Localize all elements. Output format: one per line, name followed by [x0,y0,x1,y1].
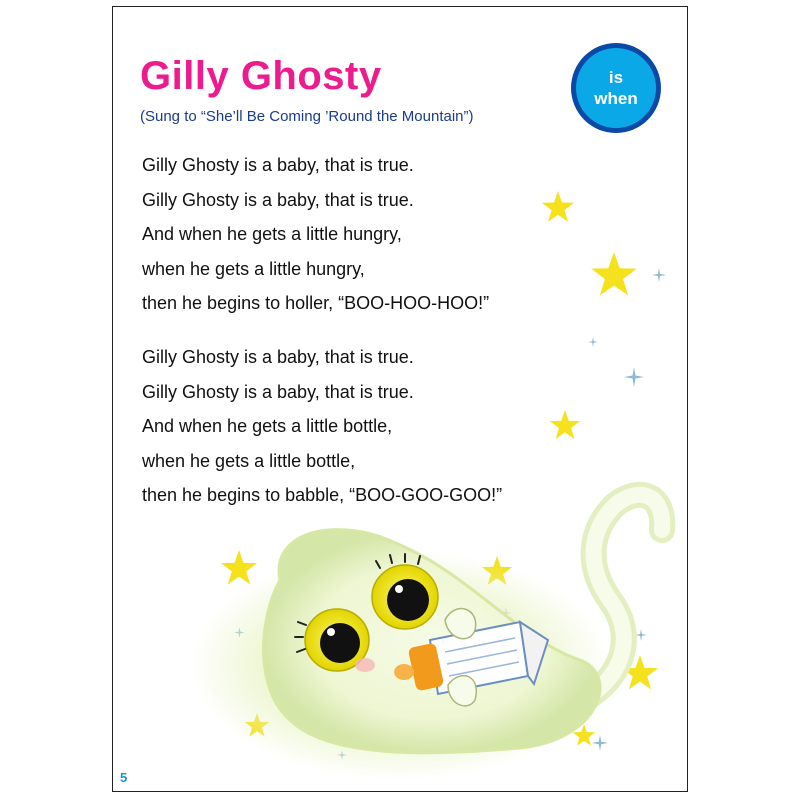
poem-line: then he begins to holler, “BOO-HOO-HOO!” [142,293,490,313]
poem-line: And when he gets a little hungry, [142,224,402,244]
sparkle-icon [592,735,608,751]
poem-line: And when he gets a little bottle, [142,416,393,436]
star-icon [542,191,574,222]
poem-line: Gilly Ghosty is a baby, that is true. [142,189,414,210]
page-title: Gilly Ghosty [140,54,382,98]
star-icon [221,550,257,584]
badge-word-is: is [608,68,624,87]
poem-line: Gilly Ghosty is a baby, that is true. [142,381,414,402]
page-number: 5 [120,770,128,785]
poem-line: when he gets a little bottle, [142,450,356,471]
poem-line: when he gets a little hungry, [142,258,365,279]
poem-line: Gilly Ghosty is a baby, that is true. [142,347,414,367]
sparkle-icon [652,268,666,282]
song-subtitle: (Sung to “She’ll Be Coming ’Round the Mountain”) [140,108,474,125]
sparkle-icon [635,629,647,641]
sparkle-icon [588,337,598,347]
star-icon [591,252,637,295]
sparkle-icon [624,367,644,387]
poem-line: Gilly Ghosty is a baby, that is true. [142,155,414,175]
star-icon [550,410,580,439]
poem-line: then he begins to babble, “BOO-GOO-GOO!” [142,485,503,505]
badge-word-when: when [594,89,638,108]
baby-ghost-illustration [190,495,662,780]
